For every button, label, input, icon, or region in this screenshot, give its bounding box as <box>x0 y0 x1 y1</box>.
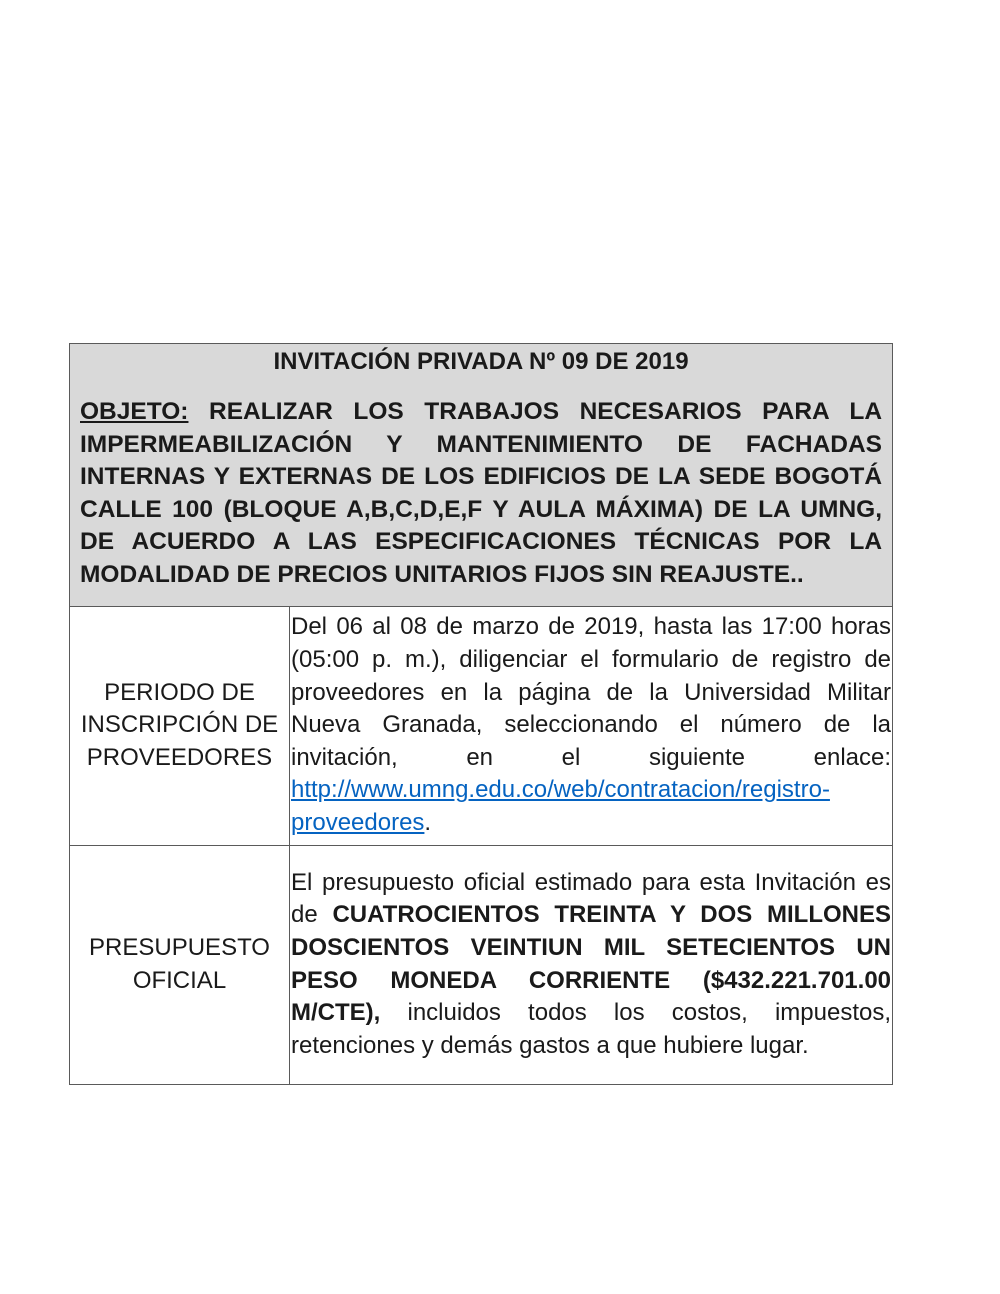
presupuesto-text-after: incluidos todos los costos, impuestos, retenciones y demás gastos a que hubiere lugar. <box>291 999 892 1059</box>
table-row-periodo <box>70 606 893 845</box>
presupuesto-text-before: El presupuesto oficial estimado para esta Invitación es de <box>291 868 892 929</box>
objeto-label: OBJETO: <box>80 398 189 425</box>
invitation-table <box>69 343 893 1085</box>
header-cell <box>70 344 893 607</box>
invitation-title: INVITACIÓN PRIVADA Nº 09 DE 2019 <box>273 348 689 375</box>
registro-proveedores-link[interactable]: http://www.umng.edu.co/web/contratacion/registro-proveedores <box>291 776 830 837</box>
periodo-text: Del 06 al 08 de marzo de 2019, hasta las 17:00 horas (05:00 p. m.), diligenciar el formulario de registro de proveedores en la página de la Universidad Militar Nueva Granada, seleccionando el número de la invitación, en el siguiente enlace: <box>291 613 892 771</box>
objeto-paragraph <box>80 396 882 592</box>
header-row <box>70 344 893 607</box>
presupuesto-label: PRESUPUESTO OFICIAL <box>70 845 290 1084</box>
periodo-suffix: . <box>424 809 432 837</box>
objeto-text: REALIZAR LOS TRABAJOS NECESARIOS PARA LA IMPERMEABILIZACIÓN Y MANTENIMIENTO DE FACHADAS INTERNAS Y EXTERNAS DE LOS EDIFICIOS DE LA SEDE BOGOTÁ CALLE 100 (BLOQUE A,B,C,D,E,F Y AULA MÁXIMA) DE LA UMNG, DE ACUERDO A LAS ESPECIFICACIONES TÉCNICAS POR LA MODALIDAD DE PRECIOS UNITARIOS FIJOS SIN REAJUSTE.. <box>80 398 883 588</box>
presupuesto-amount: CUATROCIENTOS TREINTA Y DOS MILLONES DOSCIENTOS VEINTIUN MIL SETECIENTOS UN PESO MONEDA CORRIENTE ($432.221.701.00 M/CTE), <box>291 901 892 1027</box>
table-row-presupuesto <box>70 845 893 1084</box>
presupuesto-body <box>290 845 893 1084</box>
periodo-body <box>290 606 893 845</box>
periodo-label: PERIODO DE INSCRIPCIÓN DE PROVEEDORES <box>70 606 290 845</box>
